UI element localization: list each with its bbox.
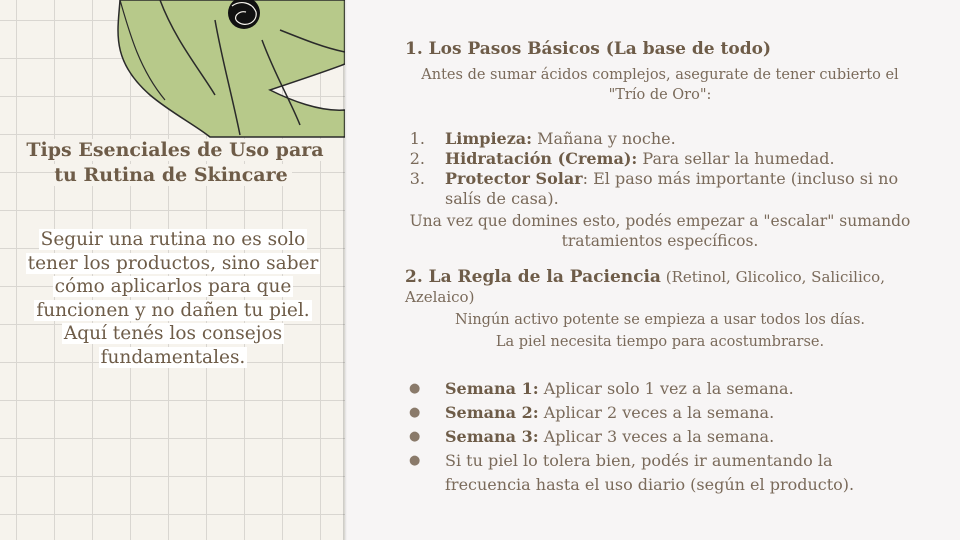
list-number: 3. (409, 169, 425, 188)
item-text: Para sellar la humedad. (637, 149, 835, 168)
bullet-icon: ● (409, 405, 421, 420)
section1-intro: Antes de sumar ácidos complejos, asegurate de tener cubierto el "Trío de Oro": (421, 67, 899, 103)
list-item (405, 129, 915, 149)
section2-line2: La piel necesita tiempo para acostumbrarse. (495, 334, 825, 350)
list-item (405, 449, 915, 497)
content-column (405, 38, 915, 497)
section2-heading-note: (Retinol, Glicolico, Salicilico, Azelaico) (405, 268, 885, 306)
item-text: Aplicar 3 veces a la semana. (538, 427, 775, 446)
item-text: : El paso más importante (incluso si no salís de casa). (445, 169, 899, 208)
panel-divider (343, 0, 347, 540)
list-item (405, 169, 915, 209)
item-label: Semana 3: (445, 427, 539, 446)
intro-paragraph: Seguir una rutina no es solo tener los productos, sino saber cómo aplicarlos para que funcionen y no dañen tu piel. Aquí tenés los consejos fundamentales. (27, 229, 319, 368)
item-label: Semana 1: (445, 379, 539, 398)
item-text: Aplicar 2 veces a la semana. (538, 403, 775, 422)
list-item (405, 401, 915, 425)
item-label: Limpieza: (445, 129, 533, 148)
list-item (405, 149, 915, 169)
list-item (405, 377, 915, 401)
patience-schedule-list (405, 377, 915, 497)
left-panel (0, 0, 345, 540)
item-text: Si tu piel lo tolera bien, podés ir aumentando la frecuencia hasta el uso diario (según el producto). (445, 451, 855, 494)
item-label: Semana 2: (445, 403, 539, 422)
flower-illustration (0, 0, 345, 140)
bullet-icon: ● (409, 429, 421, 444)
bullet-icon: ● (409, 381, 421, 396)
bullet-icon: ● (409, 453, 421, 468)
basic-steps-list (405, 129, 915, 209)
list-number: 2. (409, 149, 425, 168)
item-text: Mañana y noche. (532, 129, 676, 148)
item-label: Protector Solar (445, 169, 583, 188)
page-title: Tips Esenciales de Uso para tu Rutina de Skincare (14, 138, 332, 188)
list-number: 1. (409, 129, 425, 148)
item-text: Aplicar solo 1 vez a la semana. (538, 379, 794, 398)
section2-heading: 2. La Regla de la Paciencia (Retinol, Glicolico, Salicilico, Azelaico) (405, 267, 885, 306)
list-item (405, 425, 915, 449)
section1-outro: Una vez que domines esto, podés empezar a "escalar" sumando tratamientos específicos. (409, 212, 911, 250)
section2-line1: Ningún activo potente se empieza a usar todos los días. (455, 312, 865, 328)
section1-heading: 1. Los Pasos Básicos (La base de todo) (405, 39, 771, 59)
item-label: Hidratación (Crema): (445, 149, 638, 168)
